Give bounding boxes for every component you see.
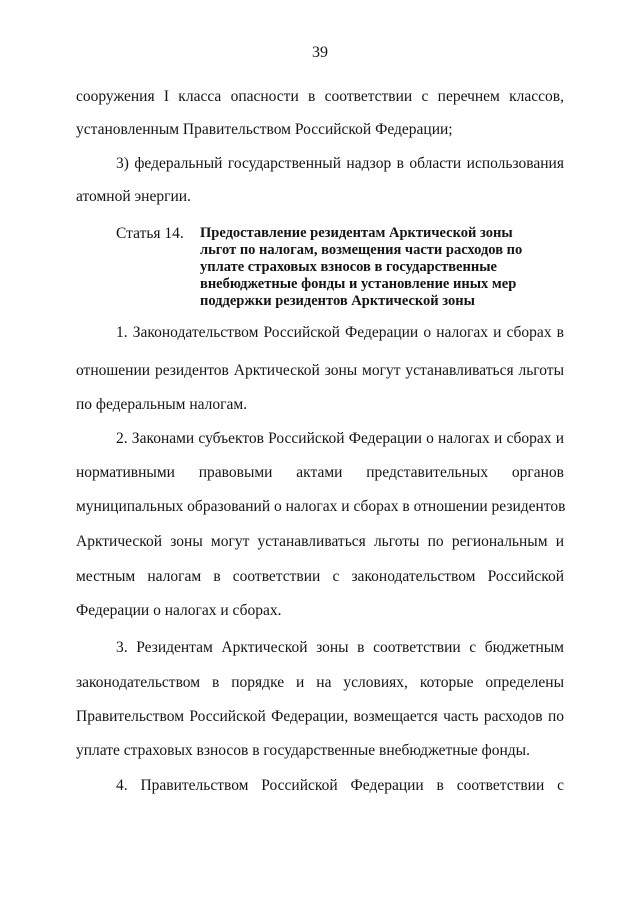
article-title-line: поддержки резидентов Арктической зоны [200,293,475,309]
paragraph-3-line: Правительством Российской Федерации, возмещается часть расходов по [76,708,564,725]
article-title [200,225,560,310]
text-line: сооружения I класса опасности в соответствии с перечнем классов, [76,88,564,105]
page-number: 39 [312,44,328,61]
paragraph-2-line: Арктической зоны могут устанавливаться льготы по региональным и [76,533,564,550]
paragraph-2-line: Федерации о налогах и сборах. [76,602,282,619]
paragraph-2-line: нормативными правовыми актами представительных органов [76,464,564,481]
paragraph-1-line: 1. Законодательством Российской Федерации о налогах и сборах в [116,324,564,341]
article-label: Статья 14. [116,225,184,242]
paragraph-4-line: 4. Правительством Российской Федерации в соответствии с [116,777,564,794]
article-title-line: Предоставление резидентам Арктической зоны [200,225,513,241]
paragraph-2-line: муниципальных образований о налогах и сборах в отношении резидентов [76,498,566,515]
paragraph-3-line: уплате страховых взносов в государственные внебюджетные фонды. [76,742,530,759]
text-line: атомной энергии. [76,188,191,205]
paragraph-3-line: законодательством в порядке и на условиях, которые определены [76,674,564,691]
article-title-line: льгот по налогам, возмещения части расходов по [200,242,523,258]
text-line: установленным Правительством Российской Федерации; [76,121,453,138]
paragraph-2-line: 2. Законами субъектов Российской Федерации о налогах и сборах и [116,430,564,447]
text-line: 3) федеральный государственный надзор в области использования [116,155,564,172]
paragraph-3-line: 3. Резидентам Арктической зоны в соответствии с бюджетным [116,639,564,656]
paragraph-1-line: отношении резидентов Арктической зоны могут устанавливаться льготы [76,362,564,379]
paragraph-2-line: местным налогам в соответствии с законодательством Российской [76,568,564,585]
article-title-line: уплате страховых взносов в государственные [200,259,497,275]
paragraph-1-line: по федеральным налогам. [76,396,248,413]
article-title-line: внебюджетные фонды и установление иных мер [200,276,517,292]
